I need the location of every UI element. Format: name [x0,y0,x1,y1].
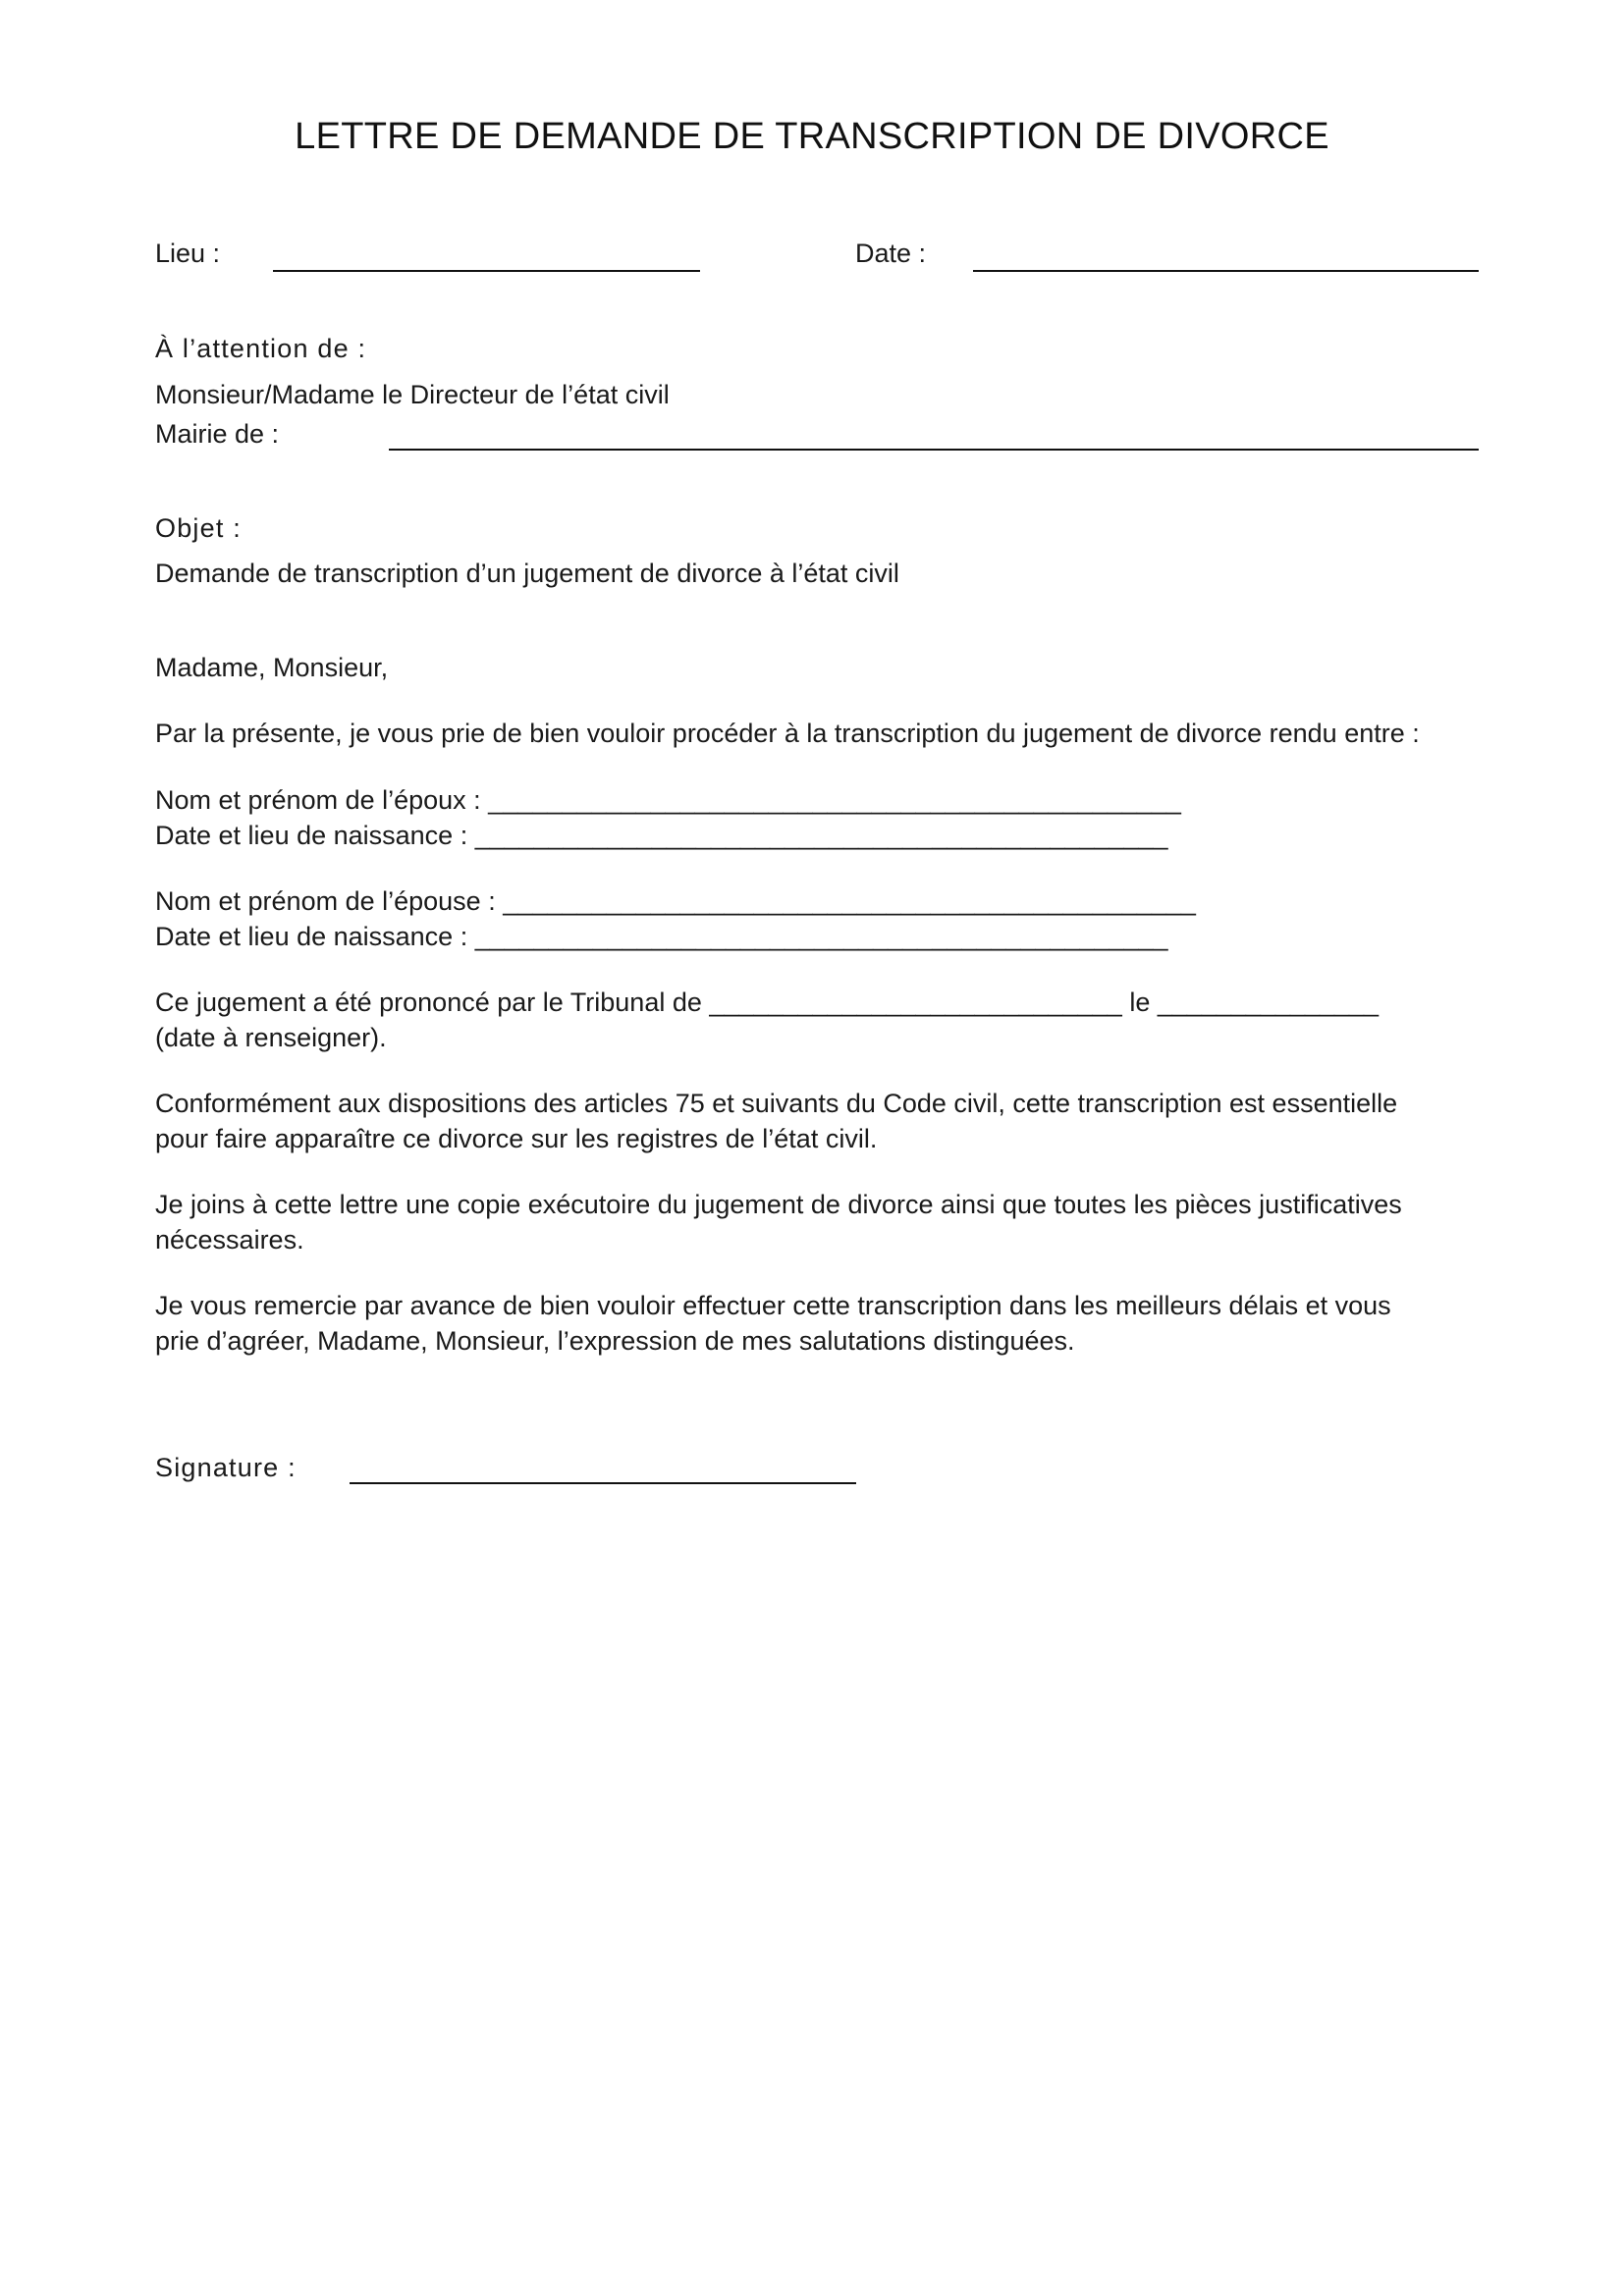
epoux-name-line[interactable]: Nom et prénom de l’époux : _______________________________________________ [155,785,1181,815]
objet-label: Objet : [155,513,242,543]
intro-paragraph: Par la présente, je vous prie de bien vouloir procéder à la transcription du jugement de divorce rendu entre : [155,719,1420,748]
articles-paragraph-line2: pour faire apparaître ce divorce sur les registres de l’état civil. [155,1124,878,1153]
signature-field-line[interactable] [350,1482,856,1484]
epouse-name-line[interactable]: Nom et prénom de l’épouse : _______________________________________________ [155,886,1196,916]
epouse-birth-line[interactable]: Date et lieu de naissance : _______________________________________________ [155,922,1168,951]
date-field-line[interactable] [973,270,1479,272]
closing-paragraph-line2: prie d’agréer, Madame, Monsieur, l’expression de mes salutations distinguées. [155,1326,1075,1356]
date-label: Date : [855,239,927,268]
tribunal-line[interactable]: Ce jugement a été prononcé par le Tribunal de ____________________________ le _______________ [155,988,1380,1017]
tribunal-date-note: (date à renseigner). [155,1023,387,1052]
closing-paragraph-line1: Je vous remercie par avance de bien vouloir effectuer cette transcription dans les meilleurs délais et vous [155,1291,1391,1320]
recipient-line: Monsieur/Madame le Directeur de l’état civil [155,380,670,409]
mairie-field-line[interactable] [389,449,1479,451]
attention-label: À l’attention de : [155,334,367,363]
objet-text: Demande de transcription d’un jugement de divorce à l’état civil [155,559,899,588]
lieu-label: Lieu : [155,239,221,268]
lieu-field-line[interactable] [273,270,700,272]
epoux-birth-line[interactable]: Date et lieu de naissance : _______________________________________________ [155,821,1168,850]
joins-paragraph-line2: nécessaires. [155,1225,304,1255]
mairie-label: Mairie de : [155,419,280,449]
joins-paragraph-line1: Je joins à cette lettre une copie exécutoire du jugement de divorce ainsi que toutes les pièces justificatives [155,1190,1402,1219]
page-title: LETTRE DE DEMANDE DE TRANSCRIPTION DE DIVORCE [295,116,1329,157]
signature-label: Signature : [155,1453,297,1482]
salutation: Madame, Monsieur, [155,653,389,682]
articles-paragraph-line1: Conformément aux dispositions des articles 75 et suivants du Code civil, cette transcription est essentielle [155,1089,1398,1118]
